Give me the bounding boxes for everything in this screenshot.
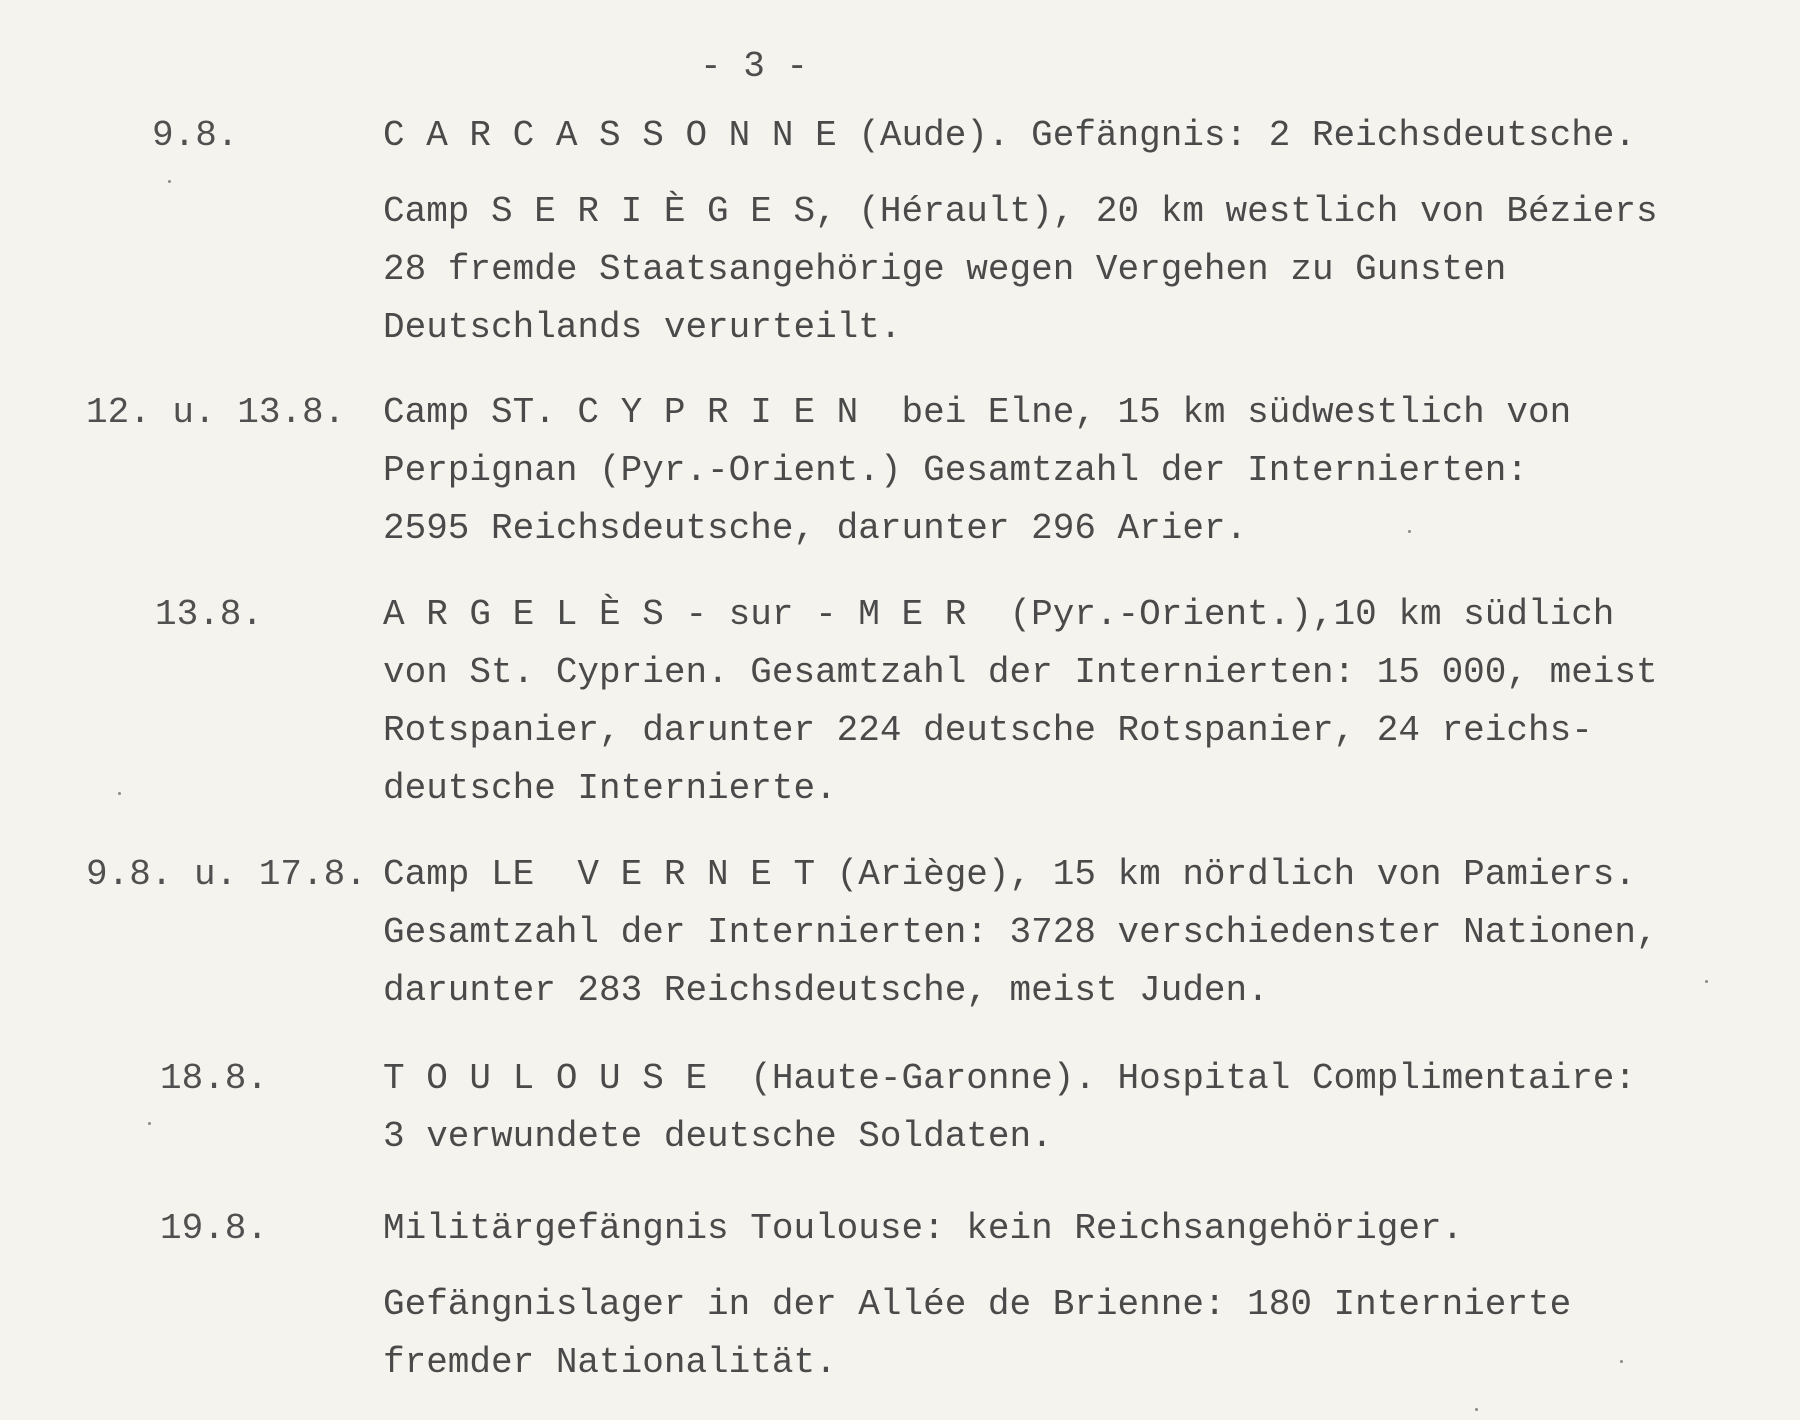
entry-line: 2595 Reichsdeutsche, darunter 296 Arier. (383, 508, 1248, 549)
entry-date: 9.8. (152, 115, 239, 156)
scan-speck (1408, 530, 1411, 533)
scan-speck (1705, 980, 1708, 983)
entry-line: C A R C A S S O N N E (Aude). Gefängnis: 2 Reichsdeutsche. (383, 115, 1637, 156)
entry-date: 12. u. 13.8. (86, 392, 346, 433)
scan-speck (168, 180, 171, 183)
scan-speck (1620, 1360, 1623, 1363)
entry-line: Gesamtzahl der Internierten: 3728 verschiedenster Nationen, (383, 912, 1658, 953)
entry-line: 28 fremde Staatsangehörige wegen Vergehen zu Gunsten (383, 249, 1507, 290)
entry-text (383, 846, 1658, 1020)
entry-line: Deutschlands verurteilt. (383, 307, 902, 348)
entry-line: Gefängnislager in der Allée de Brienne: 180 Internierte (383, 1284, 1572, 1325)
entry-line: Camp S E R I È G E S, (Hérault), 20 km westlich von Béziers (383, 191, 1658, 232)
paragraph-gap (383, 165, 1658, 183)
entry-line: fremder Nationalität. (383, 1342, 837, 1383)
scan-speck (148, 1122, 151, 1125)
scan-speck (1475, 1408, 1478, 1411)
entry-line: Rotspanier, darunter 224 deutsche Rotspanier, 24 reichs- (383, 710, 1593, 751)
entry-line: T O U L O U S E (Haute-Garonne). Hospital Complimentaire: (383, 1058, 1637, 1099)
scan-speck (118, 792, 121, 795)
entry-date: 18.8. (160, 1058, 269, 1099)
entry-date: 19.8. (160, 1208, 269, 1249)
entry-text (383, 107, 1658, 357)
entry-line: darunter 283 Reichsdeutsche, meist Juden. (383, 970, 1269, 1011)
entry-line: deutsche Internierte. (383, 768, 837, 809)
entry-line: Militärgefängnis Toulouse: kein Reichsangehöriger. (383, 1208, 1464, 1249)
page-number: - 3 - (700, 46, 809, 87)
entry-line: Camp LE V E R N E T (Ariège), 15 km nördlich von Pamiers. (383, 854, 1637, 895)
entry-text (383, 586, 1658, 818)
entry-line: Perpignan (Pyr.-Orient.) Gesamtzahl der Internierten: (383, 450, 1528, 491)
entry-text (383, 1050, 1636, 1166)
entry-line: A R G E L È S - sur - M E R (Pyr.-Orient.),10 km südlich (383, 594, 1615, 635)
entry-line: Camp ST. C Y P R I E N bei Elne, 15 km südwestlich von (383, 392, 1572, 433)
paragraph-gap (383, 1258, 1571, 1276)
entry-line: von St. Cyprien. Gesamtzahl der Internierten: 15 000, meist (383, 652, 1658, 693)
entry-text (383, 1200, 1571, 1392)
entry-text (383, 384, 1571, 558)
entry-date: 9.8. u. 17.8. (86, 854, 367, 895)
entry-line: 3 verwundete deutsche Soldaten. (383, 1116, 1053, 1157)
entry-date: 13.8. (155, 594, 264, 635)
